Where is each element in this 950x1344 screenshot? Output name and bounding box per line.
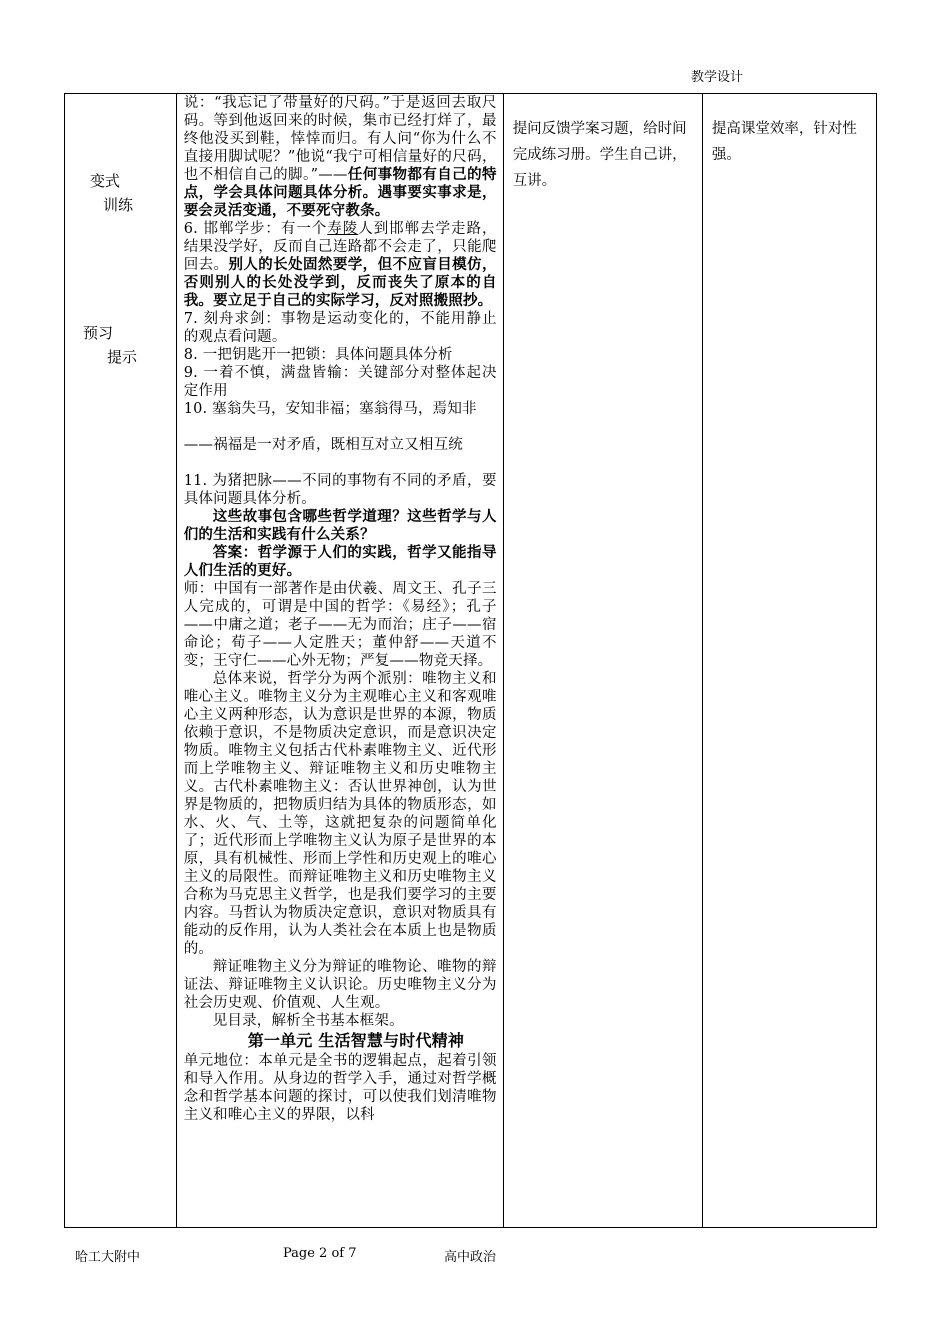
spacer [184,418,497,436]
side-label-training: 训练 [103,196,134,214]
purpose-cell [702,94,876,1228]
footer-school: 哈工大附中 [75,1250,141,1265]
paragraph [184,220,497,310]
side-label-hint: 提示 [107,348,138,366]
text-span: 人到邯郸去学走路，结果没学好，反而自己连路都不会走了，只能爬回去。 [183,221,497,273]
content-cell [176,94,503,1228]
paragraph: 见目录，解析全书基本框架。 [212,1013,404,1029]
footer-page-number: Page 2 of 7 [283,1246,357,1261]
activity-text: 提问反馈学案习题，给时间完成练习册。学生自己讲，互讲。 [512,121,687,189]
paragraph: 师：中国有一部著作是由伏羲、周文王、孔子三人完成的，可谓是中国的哲学：《易经》；孔子——中庸之道；老子——无为而治；庄子——宿命论；荀子——人定胜天；董仲舒——天道不变；王守仁——心外无物；严复——物竞天择。 [183,581,497,669]
paragraph: ——祸福是一对矛盾，既相互对立又相互统 [183,437,463,453]
lesson-table [64,93,877,1228]
footer-subject: 高中政治 [444,1250,497,1265]
question-paragraph: 这些故事包含哪些哲学道理？这些哲学与人们的生活和实践有什么关系？ [183,508,497,543]
paragraph: 10. 塞翁失马，安知非福；塞翁得马，焉知非 [183,401,477,417]
paragraph: 辩证唯物主义分为辩证的唯物论、唯物的辩证法、辩证唯物主义认识论。历史唯物主义分为社会历史观、价值观、人生观。 [183,959,497,1011]
table-row [65,94,877,1228]
page-header: 教学设计 [691,70,744,85]
text-span: 说：“我忘记了带量好的尺码。”于是返回去取尺码。等到他返回来的时候，集市已经打烊了，最终他没买到鞋，悻悻而归。有人问“你为什么不直接用脚试呢？”他说“我宁可相信量好的尺码，也不相信自己的脚。”—— [183,95,497,183]
paragraph: 总体来说，哲学分为两个派别：唯物主义和唯心主义。唯物主义分为主观唯心主义和客观唯心主义两种形态，认为意识是世界的本源，物质依赖于意识，不是物质决定意识，而是意识决定物质。唯物主义包括古代朴素唯物主义、近代形而上学唯物主义、辩证唯物主义和历史唯物主义。古代朴素唯物主义：否认世界神创，认为世界是物质的，把物质归结为具体的物质形态，如水、火、气、土等，这就把复杂的问题简单化了；近代形而上学唯物主义认为原子是世界的本原，具有机械性、形而上学性和历史观上的唯心主义的局限性。而辩证唯物主义和历史唯物主义合称为马克思主义哲学，也是我们要学习的主要内容。马哲认为物质决定意识，意识对物质具有能动的反作用，认为人类社会在本质上也是物质的。 [183,671,497,957]
paragraph [184,94,497,220]
bold-text: 别人的长处固然要学，但不应盲目模仿，否则别人的长处没学到，反而丧失了原本的自我。要立足于自己的实际学习，反对照搬照抄。 [183,256,497,309]
paragraph: 单元地位：本单元是全书的逻辑起点，起着引领和导入作用。从身边的哲学入手，通过对哲学概念和哲学基本问题的探讨，可以使我们划清唯物主义和唯心主义的界限，以科 [183,1053,497,1123]
label-cell [65,94,177,1228]
purpose-text: 提高课堂效率，针对性强。 [711,121,857,163]
activity-cell [503,94,702,1228]
paragraph: 9. 一着不慎，满盘皆输：关键部分对整体起决定作用 [183,365,497,399]
bold-text: 任何事物都有自己的特点，学会具体问题具体分析。遇事要实事求是，要会灵活变通，不要死守教条。 [183,166,497,219]
unit-heading: 第一单元 生活智慧与时代精神 [247,1031,465,1050]
paragraph: 8. 一把钥匙开一把锁：具体问题具体分析 [183,347,453,363]
paragraph: 11. 为猪把脉——不同的事物有不同的矛盾，要具体问题具体分析。 [183,473,497,507]
underlined-text: 寿陵 [327,221,359,237]
text-span: 6. 邯郸学步：有一个 [183,221,328,237]
paragraph: 7. 刻舟求剑：事物是运动变化的，不能用静止的观点看问题。 [183,311,497,345]
content-body [177,94,503,1227]
spacer [184,454,497,472]
side-label-variant: 变式 [90,172,121,190]
side-label-preview: 预习 [83,324,114,342]
answer-paragraph: 答案：哲学源于人们的实践，哲学又能指导人们生活的更好。 [183,544,497,579]
